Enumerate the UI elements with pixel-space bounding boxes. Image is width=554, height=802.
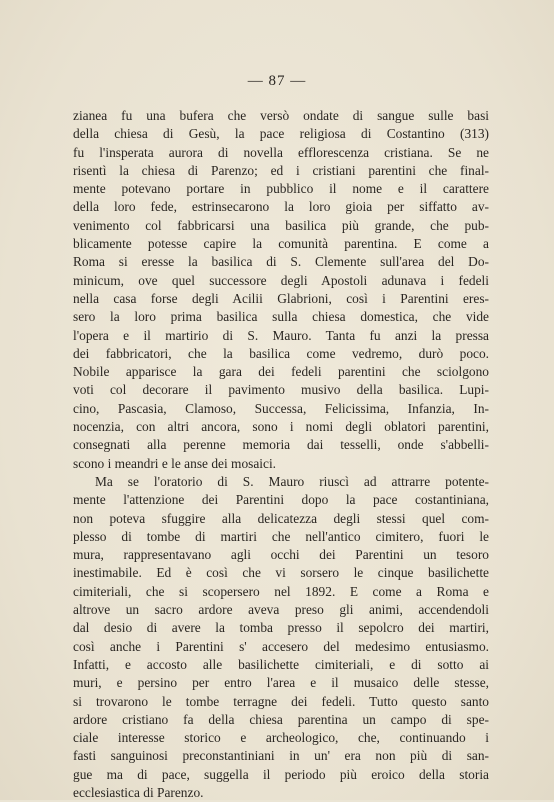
text-line: della chiesa di Gesù, la pace religiosa di Costantino (313) (73, 126, 489, 142)
text-line: scono i meandri e le anse dei mosaici. (73, 455, 277, 471)
text-line: dei fabbricatori, che la basilica come vedremo, durò poco. (73, 345, 489, 361)
text-line: muri, e persino per entro l'area e il musaico delle stesse, (73, 675, 489, 691)
text-line: risentì la chiesa di Parenzo; ed i cristiani parentini che final- (73, 162, 489, 178)
text-line: l'opera e il martirio di S. Mauro. Tanta fu anzi la pressa (73, 327, 489, 343)
text-line: fu l'insperata aurora di novella efflorescenza cristiana. Se ne (73, 144, 489, 160)
text-line: mura, rappresentavano agli occhi dei Parentini un tesoro (73, 547, 489, 563)
text-line: non poteva sfuggire alla delicatezza degli stessi quel com- (73, 510, 489, 526)
text-line: Infatti, e accosto alle basilichette cimiteriali, e di sotto ai (73, 656, 489, 672)
text-line: ardore cristiano fa della chiesa parentina un campo di spe- (73, 711, 489, 727)
text-line: della loro fede, estrinsecarono la loro gioia per siffatto av- (73, 199, 489, 215)
text-line: voti col decorare il pavimento musivo della basilica. Lupi- (73, 382, 489, 398)
text-line: sero la loro prima basilica sulla chiesa domestica, che vide (73, 309, 489, 325)
text-line: cimiteriali, che si scopersero nel 1892. E come a Roma e (73, 583, 489, 599)
text-line: consegnati alla perenne memoria dai tesselli, onde s'abbelli- (73, 437, 489, 453)
text-line: ecclesiastica di Parenzo. (73, 784, 204, 800)
text-line: inestimabile. Ed è così che vi sorsero le cinque basilichette (73, 565, 489, 581)
text-line: minicum, ove quel successore degli Apostoli adunava i fedeli (73, 272, 489, 288)
text-line: mente potevano portare in pubblico il nome e il carattere (73, 181, 489, 197)
text-line: dal desio di avere la tomba presso il sepolcro dei martiri, (73, 620, 489, 636)
text-line: nella casa forse degli Acilii Glabrioni, così i Parentini eres- (73, 290, 489, 306)
text-line: blicamente potesse capire la comunità parentina. E come a (73, 236, 489, 252)
text-line: gue ma di pace, suggella il periodo più eroico della storia (73, 766, 489, 782)
text-line: si trovarono le tombe terragne dei fedeli. Tutto questo santo (73, 693, 489, 709)
text-line: così anche i Parentini s' accesero del medesimo entusiasmo. (73, 638, 489, 654)
text-line: zianea fu una bufera che versò ondate di sangue sulle basi (73, 108, 489, 123)
text-line: fasti sanguinosi preconstantiniani in un' era non più di san- (73, 748, 489, 764)
paragraph-1 (73, 107, 489, 473)
text-line: Ma se l'oratorio di S. Mauro riuscì ad attrarre potente- (95, 473, 489, 489)
paragraph-2 (73, 473, 489, 802)
page-number: — 87 — (247, 73, 307, 89)
text-line: plesso di tombe di martiri che nell'antico cimitero, fuori le (73, 528, 489, 544)
text-line: ciale interesse storico e archeologico, che, continuando i (73, 730, 489, 746)
text-line: altrove un sacro ardore aveva preso gli animi, accendendoli (73, 602, 489, 618)
body-text (73, 107, 489, 802)
text-line: cino, Pascasia, Clamoso, Successa, Felicissima, Infanzia, In- (73, 400, 489, 416)
text-line: Nobile apparisce la gara dei fedeli parentini che sciolgono (73, 364, 489, 380)
text-line: venimento col fabbricarsi una basilica più grande, che pub- (73, 217, 489, 233)
text-line: nocenzia, con altri ancora, sono i nomi degli oblatori parentini, (73, 419, 489, 435)
text-line: Roma si eresse la basilica di S. Clemente sull'area del Do- (73, 254, 489, 270)
text-line: mente l'attenzione dei Parentini dopo la pace costantiniana, (73, 492, 489, 508)
